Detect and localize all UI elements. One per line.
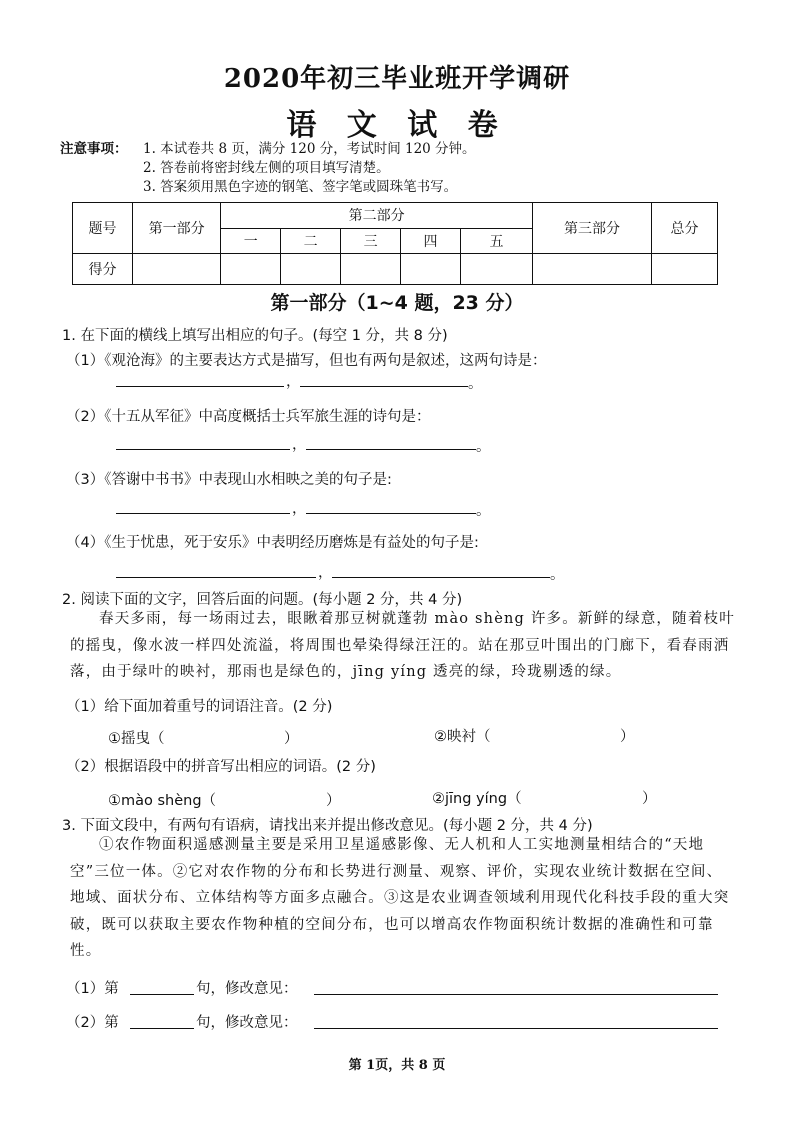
- q1-stem: 1. 在下面的横线上填写出相应的句子。(每空 1 分，共 8 分): [62, 328, 448, 344]
- q3-answer-2-prefix: （2）第: [66, 1015, 119, 1031]
- q2-sub2-a: ①mào shèng（: [108, 793, 217, 809]
- score-input[interactable]: [401, 254, 461, 285]
- cell-sub: 一: [221, 228, 281, 254]
- cell-sub: 五: [460, 228, 532, 254]
- sentence-number-line[interactable]: [130, 994, 194, 995]
- q3-answer-1-mid: 句，修改意见：: [196, 981, 298, 997]
- answer-line[interactable]: [116, 386, 284, 387]
- notice-item: 3. 答案须用黑色字迹的钢笔、签字笔或圆珠笔书写。: [143, 179, 458, 195]
- period: 。: [476, 439, 491, 455]
- q2-sub1-b: ②映衬（: [434, 729, 491, 745]
- cell-sub: 三: [341, 228, 401, 254]
- answer-line[interactable]: [306, 449, 476, 450]
- q1-item-2: （2）《十五从军征》中高度概括士兵军旅生涯的诗句是：: [66, 409, 431, 425]
- page-number: 第 1页，共 8 页: [348, 1058, 446, 1073]
- answer-line[interactable]: [116, 577, 316, 578]
- answer-line[interactable]: [116, 449, 290, 450]
- comma: ，: [318, 565, 333, 581]
- period: 。: [550, 567, 565, 583]
- answer-line[interactable]: [116, 513, 290, 514]
- paren-close: ）: [284, 731, 299, 747]
- q2-sub2-b: ②jīng yíng（: [432, 791, 522, 807]
- q2-stem: 2. 阅读下面的文字，回答后面的问题。(每小题 2 分，共 4 分): [62, 592, 463, 608]
- q2-sub1-a: ①摇曳（: [108, 731, 165, 747]
- comma: ，: [292, 501, 307, 517]
- score-input[interactable]: [460, 254, 532, 285]
- comma: ，: [286, 374, 301, 390]
- cell-part1: 第一部分: [132, 203, 220, 254]
- revision-line[interactable]: [314, 994, 718, 995]
- cell-tihao: 题号: [73, 203, 133, 254]
- period: 。: [476, 503, 491, 519]
- paren-close: ）: [620, 729, 635, 745]
- score-input[interactable]: [132, 254, 220, 285]
- score-table: [72, 202, 718, 285]
- score-input[interactable]: [221, 254, 281, 285]
- q3-answer-1-prefix: （1）第: [66, 981, 119, 997]
- q2-passage: 春天多雨，每一场雨过去，眼瞅着那豆树就蓬勃 mào shèng 许多。新鲜的绿意，随着枝叶的摇曳，像水波一样四处流溢，将周围也晕染得绿汪汪的。站在那豆叶围出的门廊下，看春雨洒落，由于绿叶的映衬，那雨也是绿色的，jīng yíng 透亮的绿，玲珑剔透的绿。: [70, 611, 735, 680]
- answer-line[interactable]: [306, 513, 476, 514]
- q1-item-3: （3）《答谢中书书》中表现山水相映之美的句子是:: [66, 472, 392, 488]
- section-heading: 第一部分（1~4 题，23 分）: [270, 292, 524, 314]
- q1-item-4: （4）《生于忧患，死于安乐》中表明经历磨炼是有益处的句子是:: [66, 535, 479, 551]
- cell-part2: 第二部分: [221, 203, 533, 229]
- q3-stem: 3. 下面文段中，有两句有语病，请找出来并提出修改意见。(每小题 2 分，共 4 分): [62, 818, 593, 834]
- cell-sub: 四: [401, 228, 461, 254]
- score-input[interactable]: [651, 254, 717, 285]
- exam-subtitle: 语 文 试 卷: [286, 108, 508, 143]
- revision-line[interactable]: [314, 1028, 718, 1029]
- notice-item: 1. 本试卷共 8 页，满分 120 分，考试时间 120 分钟。: [143, 141, 476, 157]
- cell-score-label: 得分: [73, 254, 133, 285]
- notice-item: 2. 答卷前将密封线左侧的项目填写清楚。: [143, 160, 390, 176]
- score-input[interactable]: [533, 254, 652, 285]
- cell-sub: 二: [281, 228, 341, 254]
- score-input[interactable]: [281, 254, 341, 285]
- period: 。: [468, 376, 483, 392]
- q1-item-1: （1）《观沧海》的主要表达方式是描写，但也有两句是叙述，这两句诗是：: [66, 353, 547, 369]
- q2-sub1: （1）给下面加着重号的词语注音。(2 分): [66, 699, 333, 715]
- q2-sub2: （2）根据语段中的拼音写出相应的词语。(2 分): [66, 759, 376, 775]
- q3-answer-2-mid: 句，修改意见：: [196, 1015, 298, 1031]
- notice-label: 注意事项：: [60, 141, 128, 157]
- cell-total: 总分: [651, 203, 717, 254]
- answer-line[interactable]: [300, 386, 468, 387]
- comma: ，: [292, 437, 307, 453]
- paren-close: ）: [642, 791, 657, 807]
- exam-title: 2020年初三毕业班开学调研: [223, 64, 571, 94]
- q3-passage: ①农作物面积遥感测量主要是采用卫星遥感影像、无人机和人工实地测量相结合的“天地空”三位一体。②它对农作物的分布和长势进行测量、观察、评价，实现农业统计数据在空间、地域、面状分布、立体结构等方面多点融合。③这是农业调查领域利用现代化科技手段的重大突破，既可以获取主要农作物种植的空间分布，也可以增高农作物面积统计数据的准确性和可靠性。: [70, 837, 730, 959]
- cell-part3: 第三部分: [533, 203, 652, 254]
- answer-line[interactable]: [332, 577, 550, 578]
- paren-close: ）: [326, 793, 341, 809]
- score-input[interactable]: [341, 254, 401, 285]
- sentence-number-line[interactable]: [130, 1028, 194, 1029]
